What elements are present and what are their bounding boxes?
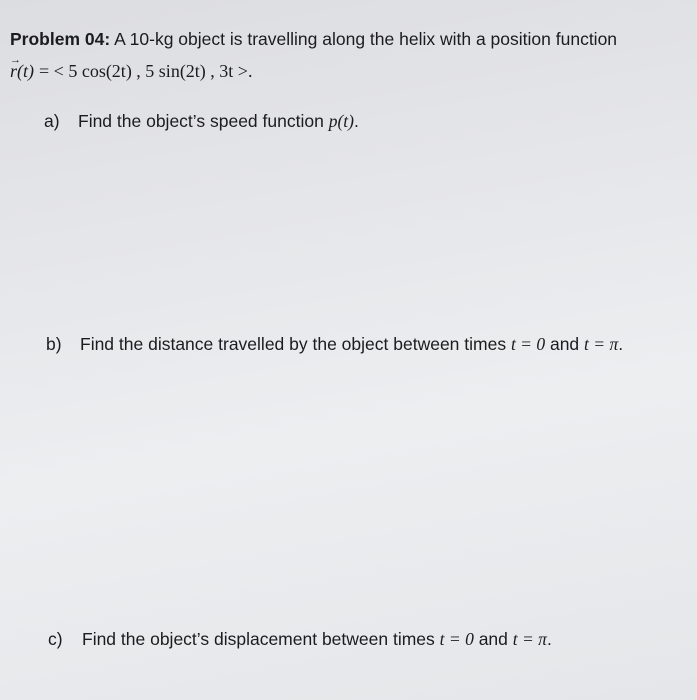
question-a [44, 110, 359, 132]
question-c-end: . [546, 629, 552, 649]
question-c-text: Find the object’s displacement between times [82, 629, 440, 649]
question-b [46, 333, 623, 355]
question-b-math-end: t = π [584, 334, 619, 354]
position-vector-rhs: < 5 cos(2t) , 5 sin(2t) , 3t >. [53, 61, 253, 81]
problem-statement [10, 28, 617, 50]
position-vector-lhs: → r(t) [10, 60, 34, 82]
problem-text: A 10-kg object is travelling along the helix with a position function [114, 29, 618, 49]
question-c-math-start: t = 0 [439, 629, 474, 649]
question-a-label: a) [44, 111, 60, 131]
question-b-end: . [618, 334, 624, 354]
question-c [48, 628, 552, 650]
question-b-label: b) [46, 334, 62, 354]
position-equals: = [39, 61, 54, 81]
question-c-math-end: t = π [512, 629, 547, 649]
question-b-text: Find the distance travelled by the object between times [80, 334, 511, 354]
problem-title: Problem 04: [10, 29, 111, 49]
question-b-mid: and [545, 334, 585, 354]
position-function [10, 60, 252, 82]
question-c-label: c) [48, 629, 63, 649]
question-c-mid: and [473, 629, 513, 649]
question-a-end: . [353, 111, 359, 131]
question-a-text: Find the object’s speed function [78, 111, 329, 131]
question-b-math-start: t = 0 [510, 334, 546, 354]
question-a-math: p(t) [328, 111, 354, 131]
